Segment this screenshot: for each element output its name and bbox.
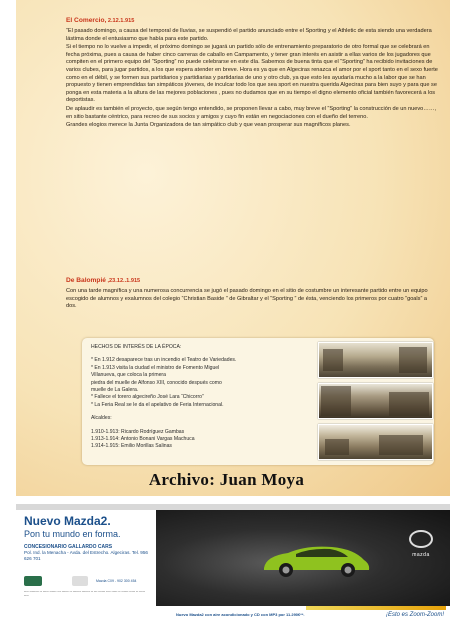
article-paragraph: Grandes elogios merece la Junta Organizadora de tan simpático club y que vean prosperar sus magníficos planes. [66, 122, 351, 129]
historic-photo-street [318, 342, 433, 378]
facts-title: HECHOS DE INTERÉS DE LA ÉPOCA: [91, 344, 182, 350]
article-paragraph: Si el tiempo no lo vuelve a impedir, el próximo domingo se jugará un partido sólo de entrenamiento preparatorio de otro formal que se celebrará en fecha próxima, pues a causa de haber cinco carreras de caballo en Campamento, y tener gran interés en asistir a ellas varios de los jugadores que compiten en el primero equipo del “Sporting” no puede celebrarse en este día. Sabemos de buena tinta que el “Sporting” ha recibido invitaciones de varios clubes, para jugar partidos, a los que espera atender en breve. Hora es ya que en Algeciras renazca el amor por el sport tanto en el sexo fuerte como en el débil, y se formen sus partidiarios y partidiarias y partidarias de uno y otro club, ya que esto les ayudaría mucho a la labor que se han propuesto y tienen emprendidas tan simpáticos jóvenes, de inculcar todo los que sea sport en nuestra querida Algeciras para bien suyo y para que se ponga en esta materia a la altura de las mejores poblaciones , pues no dudamos que en su tiempo el digno elemento oficial también favorecerá a los deportistas. [66, 44, 438, 104]
facts-box [82, 338, 434, 465]
article-heading [66, 16, 439, 26]
article-paragraph: Con una tarde magnífica y una numerosa concurrencia se jugó el pasado domingo en el sitio de costumbre un interesante partido entre un equipo escogido de alumnos y exalumnos del colegio “Christian Baside ” de Gibraltar y el “Sporting ” de ésta, venciendo los primeros por cuatro “goals” a dos. [66, 288, 428, 310]
finance-label: Mazda C09 - 902 300 454 [96, 579, 137, 583]
fact-line: * Fallece el torero algecireño José Lara “Chicorro” [91, 394, 204, 401]
article-paragraph: “El pasado domingo, a causa del temporal de lluvias, se suspendió el partido anunciado entre el Sporting y el Athletic de esta siendo una verdadera lástima donde el entusiasmo que había para este partido. [66, 28, 432, 42]
fact-line: * En 1.913 visita la ciudad el ministro de Fomento Miguel [91, 364, 220, 371]
ad-car-scene [156, 510, 450, 606]
mayor-line: 1.913-1.914: Antonio Bonani Vargas Machuca [91, 436, 195, 443]
ad-dealer [24, 544, 154, 562]
mazda-logo-icon [409, 530, 433, 548]
ad-zoom-tagline: ¡Esto es Zoom-Zoom! [385, 612, 444, 618]
car-icon [256, 542, 376, 578]
archive-credit: Archivo: Juan Moya [148, 470, 305, 489]
article-date: ,23.12..1.915 [105, 278, 141, 284]
fact-line: piedra del muelle de Alfonso XIII, conocido después como [91, 379, 222, 386]
partner-logo-icon [72, 576, 88, 586]
ad-legal-text: **** ******** ** ***** ****** *** ****** ** ******* ******* ** *** ****** **** ***** ** ****** ***** ** ***** **** [24, 590, 145, 598]
fact-line: muelle de La Galera. [91, 387, 139, 394]
separator [16, 496, 450, 504]
zoom-stripe [306, 606, 446, 610]
ad-finance-row [24, 576, 154, 588]
mazda-advertisement [16, 504, 450, 626]
fact-line: Villanueva, que coloca la primera [91, 372, 166, 379]
article-source: El Comercio, [66, 17, 107, 24]
fact-line: * En 1.912 desaparece tras un incendio el Teatro de Variedades. [91, 357, 237, 364]
article-el-comercio [66, 16, 439, 131]
mazda-logo [406, 530, 436, 558]
ad-bottom-bar [156, 606, 450, 626]
facts-text [91, 344, 313, 451]
finance-logo-icon [24, 576, 42, 586]
historic-photo-square [318, 424, 433, 460]
mayors-title: Alcaldes: [91, 415, 112, 422]
dealer-address: Pol. Ind. la Menacha - Avda. del Estrecho. Algeciras. Tel. 956 626 701 [24, 550, 148, 561]
ad-brand: Nuevo Mazda2. [24, 514, 111, 528]
article-de-balompie [66, 276, 439, 312]
mayor-line: 1.914-1.915: Emilio Morillas Salinas [91, 443, 172, 450]
mayor-line: 1.910-1.913: Ricardo Rodríguez Gambas [91, 428, 185, 435]
ad-slogan: Pon tu mundo en forma. [24, 529, 121, 539]
article-paragraph: De aplaudir es también el proyecto, que según tengo entendido, se proponen llevar a cabo, muy breve el “Sporting” la construcción de un nuevo……, en sitio bastante céntrico, para recreo de sus socios y amigos y cuyo fin están en negociaciones con el dueño del terreno. [66, 105, 437, 120]
historic-photo-procession [318, 383, 433, 419]
mazda-wordmark: mazda [412, 552, 430, 558]
fact-line: * La Feria Real se le da el apelativo de Feria Internacional. [91, 401, 224, 408]
article-date: 2.12.1.915 [106, 18, 135, 24]
ad-promo: Nuevo Mazda2 con aire acondicionado y CD con MP3 por 11.290€**. [176, 612, 305, 617]
dealer-name: CONCESIONARIO GALLARDO CARS [24, 544, 113, 550]
article-source: De Balompié [66, 277, 106, 284]
article-heading [66, 276, 439, 286]
